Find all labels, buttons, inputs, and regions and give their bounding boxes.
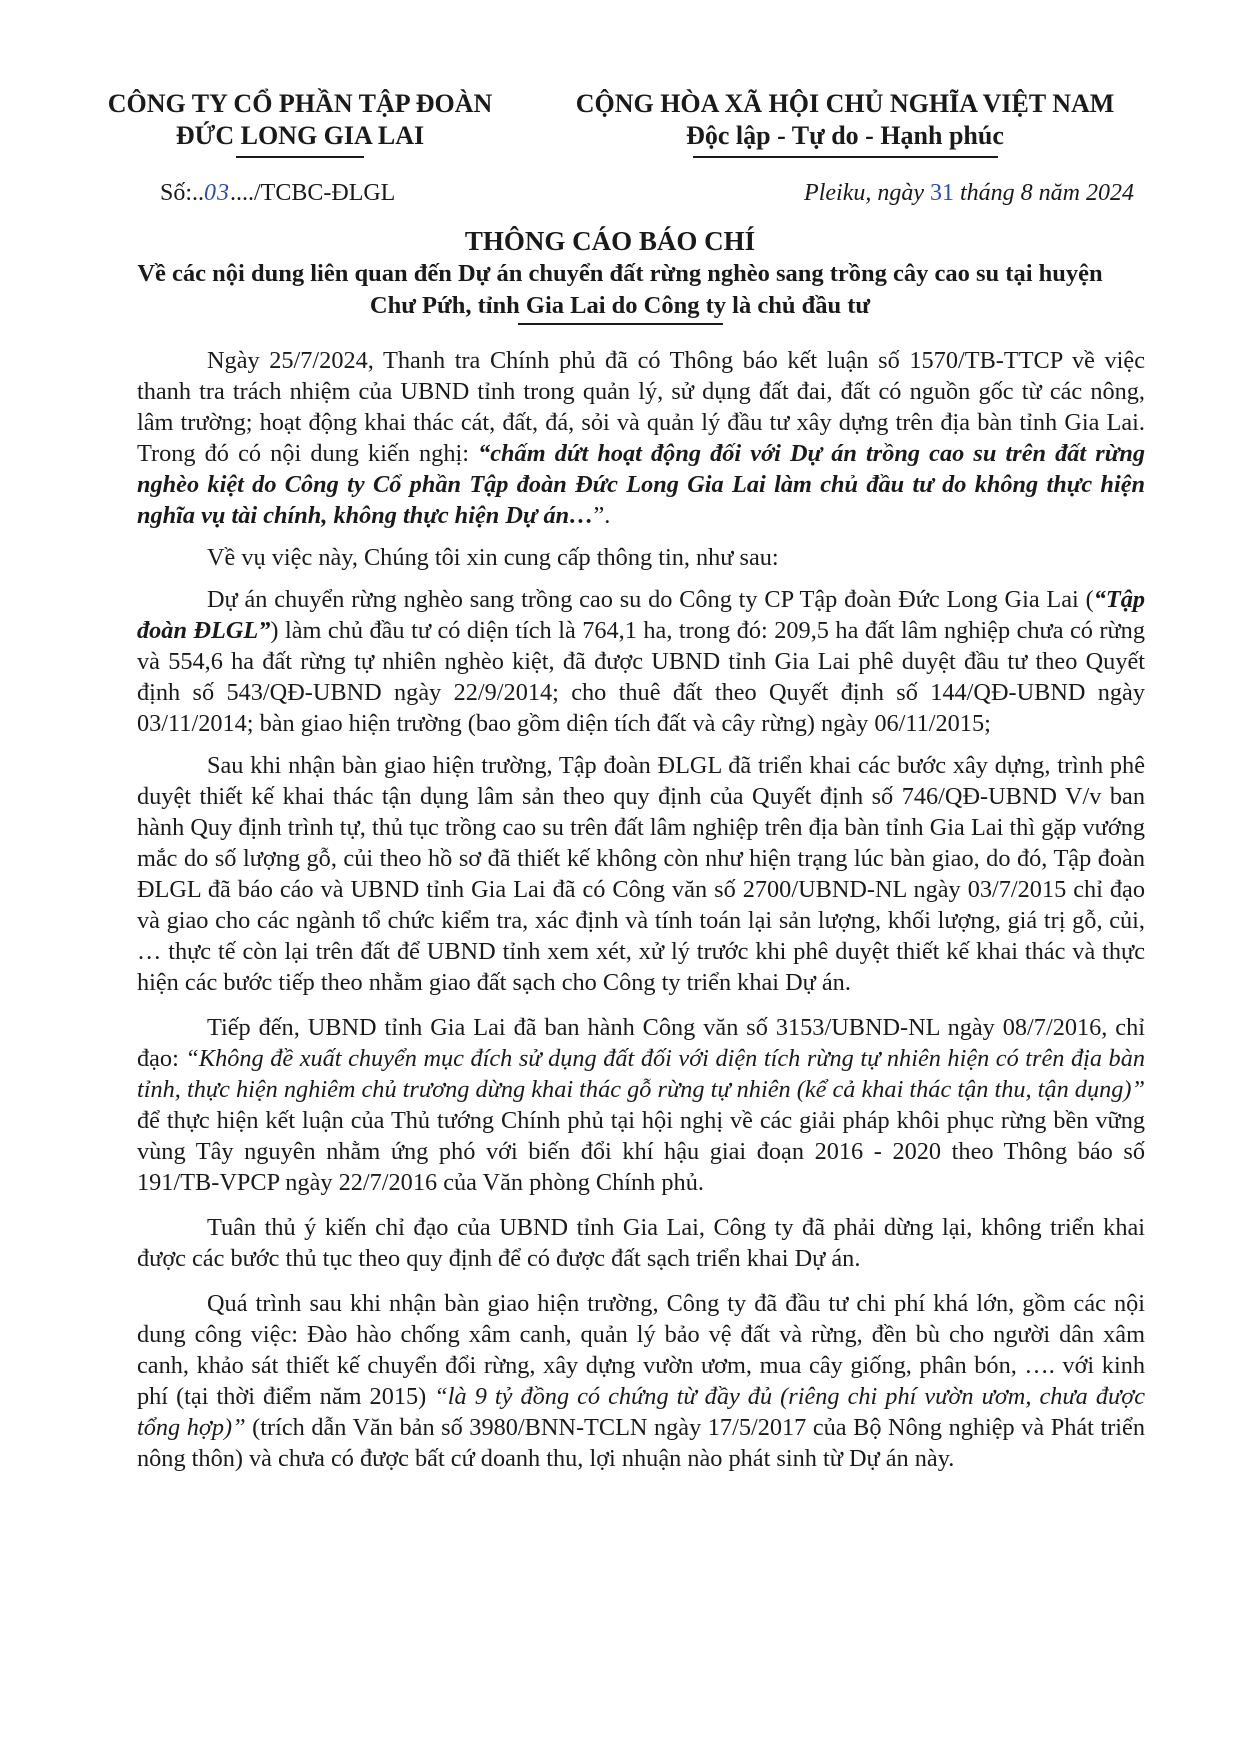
document-body	[137, 345, 1145, 1485]
document-title: THÔNG CÁO BÁO CHÍ	[464, 226, 756, 256]
paragraph-7-part-a: Quá trình sau khi nhận bàn giao hiện trường, Công ty đã đầu tư chi phí khá lớn, gồm các nội dung công việc: Đào hào chống xâm canh, quản lý bảo vệ đất và rừng, đền bù cho người dân xâm canh, khảo sát thiết kế chuyển đổi rừng, xây dựng vườn ươm, mua cây giống, phân bón, …. với kinh phí (tại thời điểm năm 2015)	[137, 1290, 1145, 1410]
paragraph-5-quote: “Không đề xuất chuyển mục đích sử dụng đất đối với diện tích rừng tự nhiên hiện có trên địa bàn tỉnh, thực hiện nghiêm chủ trương dừng khai thác gỗ rừng tự nhiên (kể cả khai thác tận thu, tận dụng)”	[137, 1045, 1146, 1103]
paragraph-1-quote: “chấm dứt hoạt động đối với Dự án trồng cao su trên đất rừng nghèo kiệt do Công ty Cổ phần Tập đoàn Đức Long Gia Lai làm chủ đầu tư do không thực hiện nghĩa vụ tài chính, không thực hiện Dự án…	[137, 440, 1145, 529]
national-header	[545, 88, 1145, 158]
paragraph-1	[137, 345, 1145, 531]
paragraph-4: Sau khi nhận bàn giao hiện trường, Tập đoàn ĐLGL đã triển khai các bước xây dựng, trình phê duyệt thiết kế khai thác tận dụng lâm sản theo quy định của Quyết định số 746/QĐ-UBND V/v ban hành Quy định trình tự, thủ tục trồng cao su trên đất lâm nghiệp trên địa bàn tỉnh Gia Lai thì gặp vướng mắc do số lượng gỗ, củi theo hồ sơ đã thiết kế không còn như hiện trạng lúc bàn giao, do đó, Tập đoàn ĐLGL đã báo cáo và UBND tỉnh Gia Lai đã có Công văn số 2700/UBND-NL ngày 03/7/2015 chỉ đạo và giao cho các ngành tổ chức kiểm tra, xác định và tính toán lại sản lượng, khối lượng, giá trị gỗ, củi, … thực tế còn lại trên đất để UBND tỉnh xem xét, xử lý trước khi phê duyệt thiết kế khai thác và thực hiện các bước tiếp theo nhằm giao đất sạch cho Công ty triển khai Dự án.	[137, 752, 1145, 996]
date-prefix: Pleiku, ngày	[804, 180, 930, 206]
national-title: CỘNG HÒA XÃ HỘI CHỦ NGHĨA VIỆT NAM	[575, 89, 1115, 118]
doc-number-handwritten: 03	[204, 180, 231, 206]
paragraph-5-part-b: để thực hiện kết luận của Thủ tướng Chính phủ tại hội nghị về các giải pháp khôi phục rừng bền vững vùng Tây nguyên nhằm ứng phó với biến đổi khí hậu giai đoạn 2016 - 2020 theo Thông báo số 191/TB-VPCP ngày 22/7/2016 của Văn phòng Chính phủ.	[137, 1107, 1145, 1196]
paragraph-7-part-b: (trích dẫn Văn bản số 3980/BNN-TCLN ngày 17/5/2017 của Bộ Nông nghiệp và Phát triển nông thôn) và chưa có được bất cứ doanh thu, lợi nhuận nào phát sinh từ Dự án này.	[137, 1414, 1145, 1472]
paragraph-2: Về vụ việc này, Chúng tôi xin cung cấp thông tin, như sau:	[207, 544, 779, 571]
title-underline	[518, 323, 723, 325]
paragraph-1-text: Ngày 25/7/2024, Thanh tra Chính phủ đã có Thông báo kết luận số 1570/TB-TTCP về việc thanh tra trách nhiệm của UBND tỉnh trong quản lý, sử dụng đất đai, đất có nguồn gốc từ các nông, lâm trường; hoạt động khai thác cát, đất, đá, sỏi và quản lý đầu tư xây dựng trên địa bàn tỉnh Gia Lai. Trong đó có nội dung kiến nghị:	[137, 347, 1145, 467]
doc-number-suffix: ..../TCBC-ĐLGL	[230, 180, 396, 206]
place-date-line	[804, 178, 1134, 208]
document-number	[160, 178, 395, 208]
company-name-line2: ĐỨC LONG GIA LAI	[175, 121, 425, 150]
paragraph-5-part-a: Tiếp đến, UBND tỉnh Gia Lai đã ban hành Công văn số 3153/UBND-NL ngày 08/7/2016, chỉ đạo:	[137, 1014, 1145, 1072]
company-name-line1: CÔNG TY CỔ PHẦN TẬP ĐOÀN	[107, 89, 493, 118]
paragraph-3	[137, 584, 1145, 739]
paragraph-7	[137, 1288, 1145, 1474]
date-day-handwritten: 31	[930, 180, 954, 206]
paragraph-1-end: ”.	[593, 502, 611, 529]
company-header	[75, 88, 525, 158]
doc-number-prefix: Số:..	[160, 180, 205, 206]
date-suffix: tháng 8 năm 2024	[954, 180, 1134, 206]
paragraph-3-part-b: ) làm chủ đầu tư có diện tích là 764,1 ha, trong đó: 209,5 ha đất lâm nghiệp chưa có rừng và 554,6 ha đất rừng tự nhiên nghèo kiệt, đã được UBND tỉnh Gia Lai phê duyệt đầu tư theo Quyết định số 543/QĐ-UBND ngày 22/9/2014; cho thuê đất theo Quyết định số 144/QĐ-UBND ngày 03/11/2014; bàn giao hiện trường (bao gồm diện tích đất và cây rừng) ngày 06/11/2015;	[137, 617, 1145, 737]
document-subtitle: Về các nội dung liên quan đến Dự án chuyển đất rừng nghèo sang trồng cây cao su tại huyện Chư Pứh, tỉnh Gia Lai do Công ty là chủ đầu tư	[137, 260, 1103, 319]
paragraph-3-abbreviation: “Tập đoàn ĐLGL”	[137, 586, 1145, 644]
paragraph-3-part-a: Dự án chuyển rừng nghèo sang trồng cao su do Công ty CP Tập đoàn Đức Long Gia Lai (	[207, 586, 1094, 613]
company-underline	[236, 156, 364, 158]
motto-underline	[693, 156, 998, 158]
paragraph-5	[137, 1012, 1145, 1198]
national-motto: Độc lập - Tự do - Hạnh phúc	[686, 121, 1004, 150]
paragraph-6: Tuân thủ ý kiến chỉ đạo của UBND tỉnh Gia Lai, Công ty đã phải dừng lại, không triển khai được các bước thủ tục theo quy định để có được đất sạch triển khai Dự án.	[137, 1214, 1145, 1272]
paragraph-7-quote: “là 9 tỷ đồng có chứng từ đầy đủ (riêng chi phí vườn ươm, chưa được tổng hợp)”	[137, 1383, 1145, 1441]
